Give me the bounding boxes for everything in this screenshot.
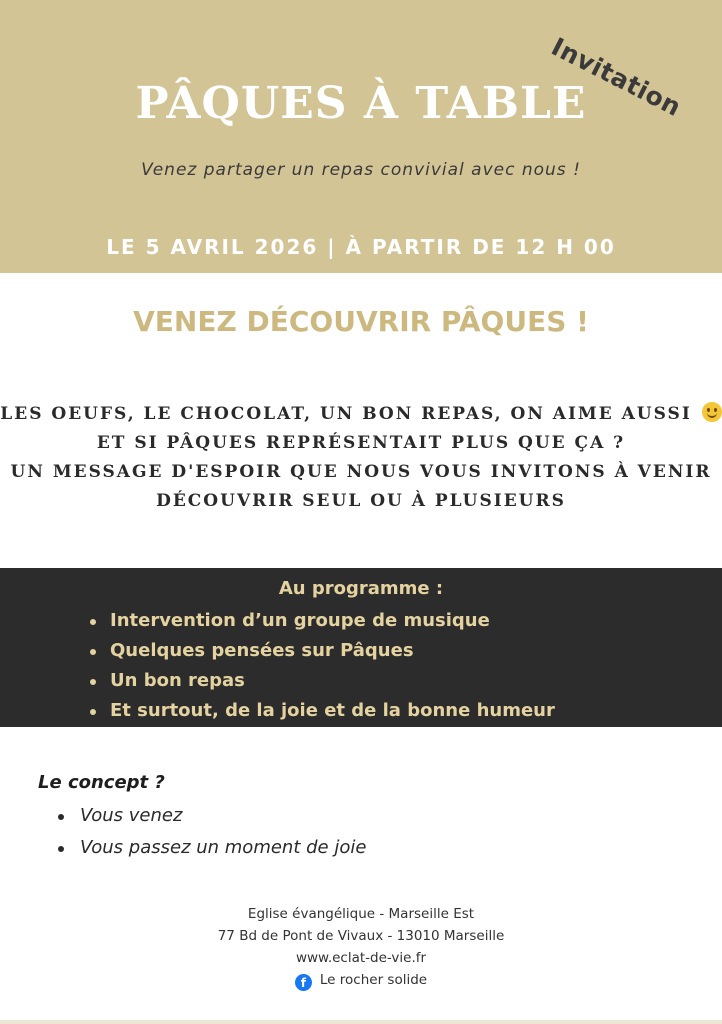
church-address: 77 Bd de Pont de Vivaux - 13010 Marseille [217,928,505,944]
concept-list [58,800,366,864]
message-block [0,400,722,516]
program-item: Quelques pensées sur Pâques [90,636,555,666]
facebook-link[interactable] [0,969,722,991]
concept-item: Vous venez [58,800,366,832]
program-item: Et surtout, de la joie et de la bonne humeur [90,696,555,726]
footer-contact [0,903,722,991]
program-item: Un bon repas [90,666,555,696]
program-title: Au programme : [278,578,444,599]
program-section [0,568,722,727]
header-banner [0,0,722,273]
discover-heading: VENEZ DÉCOUVRIR PÂQUES ! [133,305,589,338]
church-name: Eglise évangélique - Marseille Est [247,906,475,922]
event-title: PÂQUES À TABLE [135,78,587,129]
message-line: LES OEUFS, LE CHOCOLAT, UN BON REPAS, ON AIME AUSSI [0,400,722,429]
message-line: UN MESSAGE D'ESPOIR QUE NOUS VOUS INVITONS À VENIR [10,462,712,482]
concept-title: Le concept ? [38,772,165,793]
message-line: DÉCOUVRIR SEUL OU À PLUSIEURS [156,491,566,511]
facebook-icon: f [295,974,312,991]
program-list [90,606,555,726]
event-subtitle: Venez partager un repas convivial avec nous ! [141,160,581,180]
bottom-divider [0,1020,722,1024]
concept-item: Vous passez un moment de joie [58,832,366,864]
invitation-ribbon: Invitation [546,32,686,122]
program-item: Intervention d’un groupe de musique [90,606,555,636]
message-line: ET SI PÂQUES REPRÉSENTAIT PLUS QUE ÇA ? [96,433,626,453]
smiley-face-icon [702,402,722,422]
facebook-label: Le rocher solide [319,972,428,988]
event-date: LE 5 AVRIL 2026 | À PARTIR DE 12 H 00 [106,235,616,259]
website-link[interactable]: www.eclat-de-vie.fr [295,950,427,966]
